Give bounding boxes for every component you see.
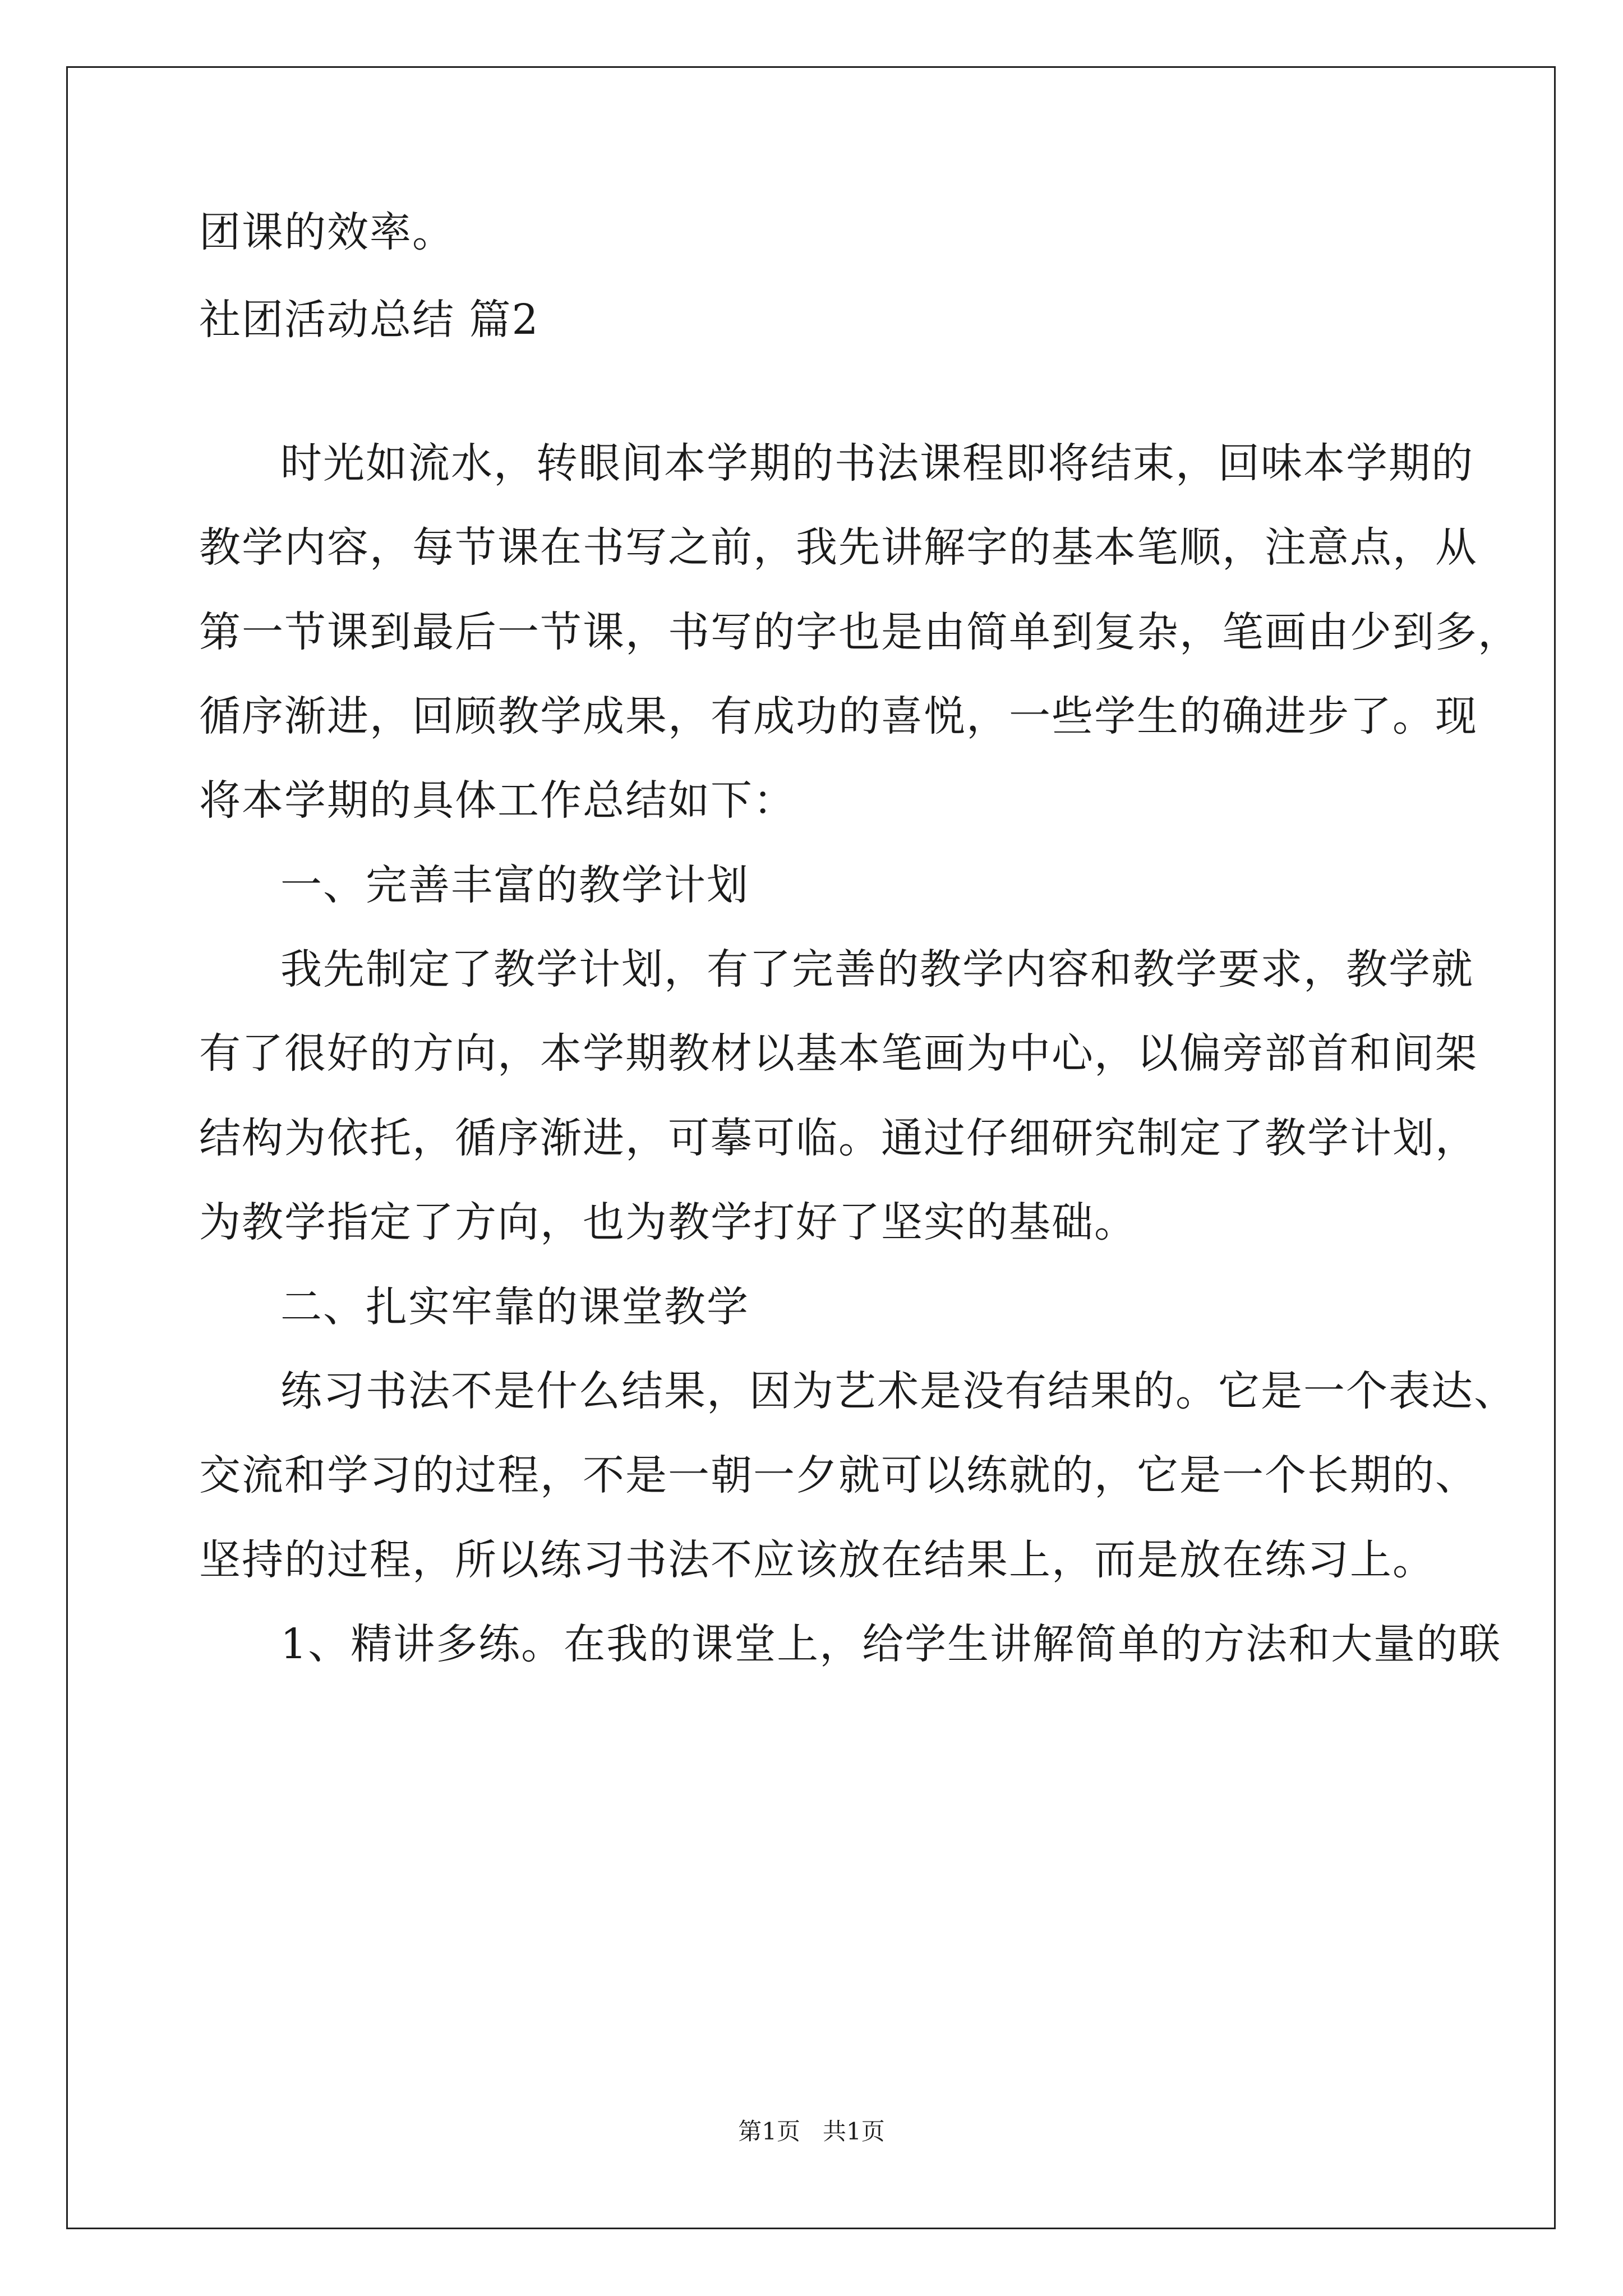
paragraph-line: 练习书法不是什么结果，因为艺术是没有结果的。它是一个表达、 — [280, 1367, 1516, 1415]
paragraph-line: 第一节课到最后一节课，书写的字也是由简单到复杂，笔画由少到多， — [199, 608, 1520, 656]
paragraph-line: 交流和学习的过程，不是一朝一夕就可以练就的，它是一个长期的、 — [199, 1451, 1478, 1499]
section-heading: 社团活动总结 篇2 — [199, 296, 540, 344]
paragraph-line: 有了很好的方向，本学期教材以基本笔画为中心，以偏旁部首和间架 — [199, 1029, 1478, 1078]
paragraph-line: 团课的效率。 — [199, 208, 455, 256]
paragraph-line: 1、精讲多练。在我的课堂上，给学生讲解简单的方法和大量的联 — [280, 1620, 1502, 1668]
subheading: 二、扎实牢靠的课堂教学 — [280, 1283, 749, 1331]
paragraph-line: 坚持的过程，所以练习书法不应该放在结果上，而是放在练习上。 — [199, 1536, 1435, 1584]
paragraph-line: 将本学期的具体工作总结如下： — [199, 776, 796, 825]
paragraph-line: 为教学指定了方向，也为教学打好了坚实的基础。 — [199, 1198, 1137, 1246]
paragraph-line: 教学内容，每节课在书写之前，我先讲解字的基本笔顺，注意点，从 — [199, 523, 1478, 572]
paragraph-line: 结构为依托，循序渐进，可摹可临。通过仔细研究制定了教学计划， — [199, 1114, 1478, 1162]
subheading: 一、完善丰富的教学计划 — [280, 861, 749, 909]
page-footer: 第1页 共1页 — [738, 2118, 885, 2145]
paragraph-line: 我先制定了教学计划，有了完善的教学内容和教学要求，教学就 — [280, 945, 1474, 993]
paragraph-line: 时光如流水，转眼间本学期的书法课程即将结束，回味本学期的 — [280, 439, 1474, 487]
paragraph-line: 循序渐进，回顾教学成果，有成功的喜悦，一些学生的确进步了。现 — [199, 692, 1478, 740]
